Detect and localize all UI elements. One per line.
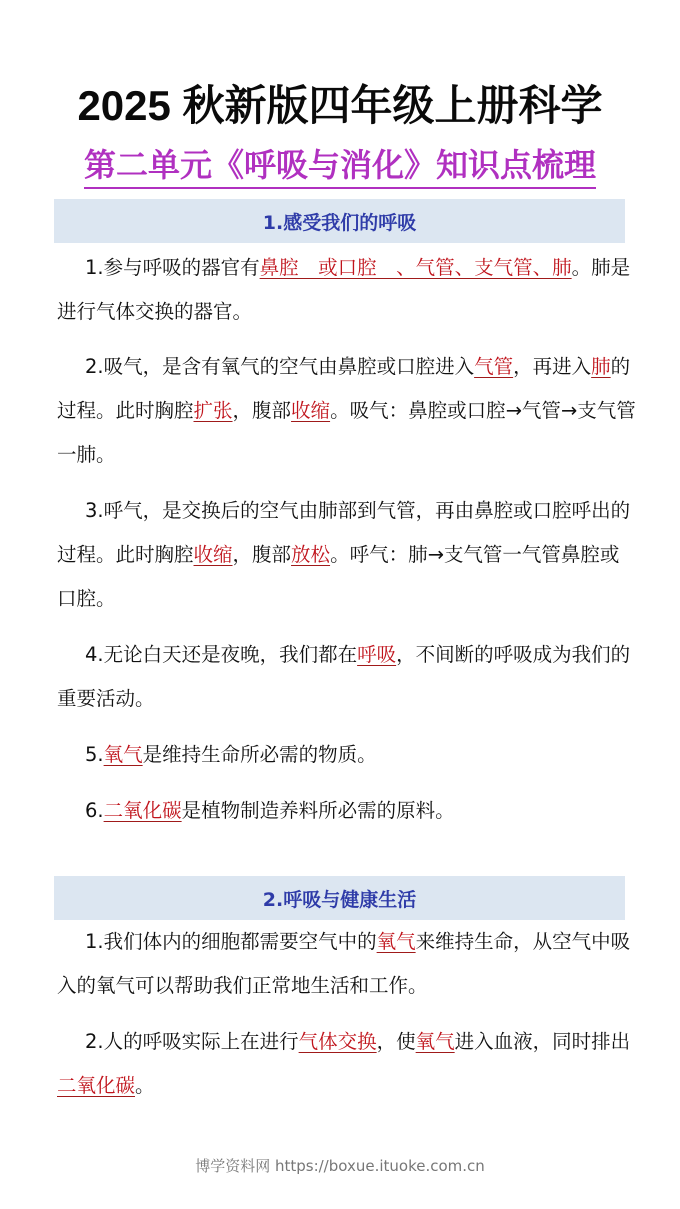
text: 1.我们体内的细胞都需要空气中的 xyxy=(85,930,377,953)
paragraph-1-6 xyxy=(57,789,637,833)
highlight-answer: 氧气 xyxy=(103,743,143,766)
section-heading-band-1 xyxy=(54,199,625,243)
highlight-answer: 二氧化碳 xyxy=(103,799,182,822)
paragraph-1-5 xyxy=(57,733,637,777)
paragraph-2-2 xyxy=(57,1020,637,1108)
highlight-answer: 二氧化碳 xyxy=(57,1074,136,1097)
highlight-answer: 鼻腔 或口腔 、气管、支气管、肺 xyxy=(259,256,572,279)
document-title: 2025 秋新版四年级上册科学 xyxy=(77,82,603,129)
text: 5. xyxy=(85,743,104,766)
text: 。吸气：鼻腔或口腔→气管→支气管一肺。 xyxy=(57,399,636,466)
text: ，腹部 xyxy=(232,399,292,422)
paragraph-1-1 xyxy=(57,246,637,334)
paragraph-1-3 xyxy=(57,489,637,621)
document-subtitle: 第二单元《呼吸与消化》知识点梳理 xyxy=(84,144,596,189)
text: 3.呼气，是交换后的空气由肺部到气管，再由鼻腔或口腔呼出的过程。此时胸腔 xyxy=(57,499,631,566)
section-heading-2: 2.呼吸与健康生活 xyxy=(262,888,417,911)
text: 。呼气：肺→支气管一气管鼻腔或口腔。 xyxy=(57,543,620,610)
text: ，使 xyxy=(376,1030,416,1053)
highlight-answer: 氧气 xyxy=(415,1030,455,1053)
section-heading-1: 1.感受我们的呼吸 xyxy=(262,211,417,234)
paragraph-2-1 xyxy=(57,920,637,1008)
subtitle-container xyxy=(0,144,680,189)
highlight-answer: 收缩 xyxy=(193,543,233,566)
text: ，再进入 xyxy=(513,355,592,378)
text: 1.参与呼吸的器官有 xyxy=(85,256,260,279)
highlight-answer: 扩张 xyxy=(193,399,233,422)
text: 2.吸气，是含有氧气的空气由鼻腔或口腔进入 xyxy=(85,355,475,378)
text: 是维持生命所必需的物质。 xyxy=(142,743,377,766)
text: 6. xyxy=(85,799,104,822)
highlight-answer: 氧气 xyxy=(376,930,416,953)
footer-watermark: 博学资料网 https://boxue.ituoke.com.cn xyxy=(195,1157,485,1175)
text: 4.无论白天还是夜晚，我们都在 xyxy=(85,643,358,666)
text: ，不间断的呼吸成为我们的重要活动。 xyxy=(57,643,631,710)
paragraph-1-4 xyxy=(57,633,637,721)
highlight-answer: 呼吸 xyxy=(357,643,397,666)
highlight-answer: 放松 xyxy=(291,543,331,566)
text: 进入血液，同时排出 xyxy=(454,1030,631,1053)
text: 。肺是进行气体交换的器官。 xyxy=(57,256,631,323)
highlight-answer: 肺 xyxy=(591,355,611,378)
section-heading-band-2 xyxy=(54,876,625,920)
highlight-answer: 气管 xyxy=(474,355,514,378)
highlight-answer: 气体交换 xyxy=(298,1030,377,1053)
text: 的过程。此时胸腔 xyxy=(57,355,631,422)
text: 。 xyxy=(135,1074,155,1097)
text: 2.人的呼吸实际上在进行 xyxy=(85,1030,299,1053)
text: 来维持生命，从空气中吸入的氧气可以帮助我们正常地生活和工作。 xyxy=(57,930,631,997)
text: ，腹部 xyxy=(232,543,292,566)
text: 是植物制造养料所必需的原料。 xyxy=(181,799,455,822)
highlight-answer: 收缩 xyxy=(291,399,331,422)
paragraph-1-2 xyxy=(57,345,637,477)
